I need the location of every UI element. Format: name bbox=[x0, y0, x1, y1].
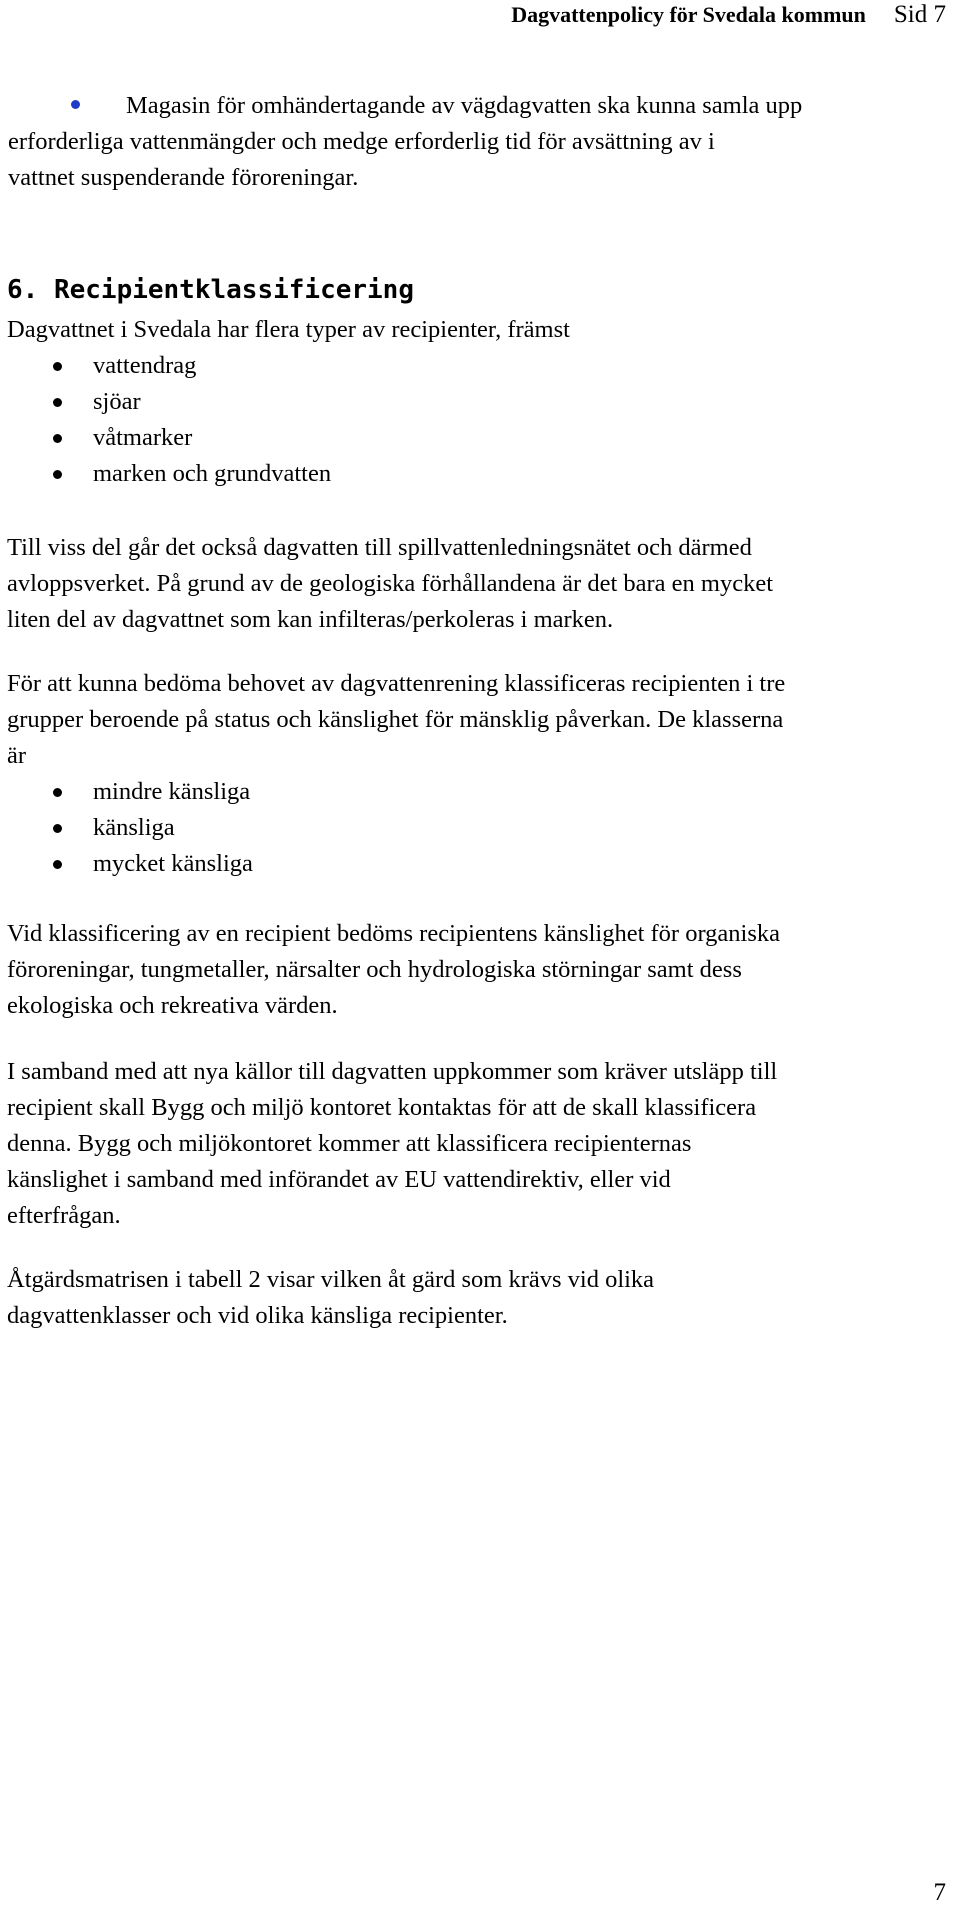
paragraph-wastewater: Till viss del går det också dagvatten till spillvattenledningsnätet och därmed avloppsverket. På grund av de geologiska förhållandena är det bara en mycket liten del av dagvattnet som kan infilteras/perkoleras i marken. bbox=[7, 534, 774, 633]
paragraph-classification: För att kunna bedöma behovet av dagvattenrening klassificeras recipienten i tre grupper beroende på status och känslighet för mänsklig påverkan. De klasserna är bbox=[7, 670, 786, 769]
bullet-icon bbox=[53, 434, 62, 443]
intro-bullet-item bbox=[8, 88, 944, 196]
paragraph-new-sources: I samband med att nya källor till dagvatten uppkommer som kräver utsläpp till recipient skall Bygg och miljö kontoret kontaktas för att de skall klassificera denna. Bygg och miljökontoret kommer att klassificera recipienternas känslighet i samband med införandet av EU vattendirektiv, eller vid efterfrågan. bbox=[7, 1058, 778, 1229]
bullet-icon bbox=[53, 824, 62, 833]
blue-bullet-icon bbox=[71, 100, 80, 109]
bullet-icon bbox=[53, 860, 62, 869]
list-item: mycket känsliga bbox=[7, 846, 707, 882]
page-header bbox=[511, 0, 946, 30]
document-title: Dagvattenpolicy för Svedala kommun bbox=[511, 2, 866, 27]
recipient-list bbox=[7, 348, 707, 492]
bullet-icon bbox=[53, 470, 62, 479]
section-heading: 6. Recipientklassificering bbox=[7, 275, 414, 305]
list-item: känsliga bbox=[7, 810, 707, 846]
paragraph-action-matrix: Åtgärdsmatrisen i tabell 2 visar vilken åt gärd som krävs vid olika dagvattenklasser och vid olika känsliga recipienter. bbox=[7, 1266, 655, 1329]
list-item: marken och grundvatten bbox=[7, 456, 707, 492]
bullet-icon bbox=[53, 398, 62, 407]
list-item: mindre känsliga bbox=[7, 774, 707, 810]
paragraph-assessment: Vid klassificering av en recipient bedöms recipientens känslighet för organiska föroreningar, tungmetaller, närsalter och hydrologiska störningar samt dess ekologiska och rekreativa värden. bbox=[7, 920, 780, 1019]
intro-bullet-line: Magasin för omhändertagande av vägdagvatten ska kunna samla upp bbox=[126, 92, 803, 119]
bullet-icon bbox=[53, 362, 62, 371]
list-item: våtmarker bbox=[7, 420, 707, 456]
bullet-icon bbox=[53, 788, 62, 797]
page-number: 7 bbox=[933, 1879, 946, 1906]
intro-bullet-line: erforderliga vattenmängder och medge erforderlig tid för avsättning av i bbox=[8, 128, 715, 155]
page-label: Sid 7 bbox=[893, 1, 946, 28]
section-intro: Dagvattnet i Svedala har flera typer av recipienter, främst bbox=[7, 316, 570, 343]
list-item: vattendrag bbox=[7, 348, 707, 384]
intro-bullet-line: vattnet suspenderande föroreningar. bbox=[8, 164, 359, 191]
list-item: sjöar bbox=[7, 384, 707, 420]
sensitivity-class-list bbox=[7, 774, 707, 882]
